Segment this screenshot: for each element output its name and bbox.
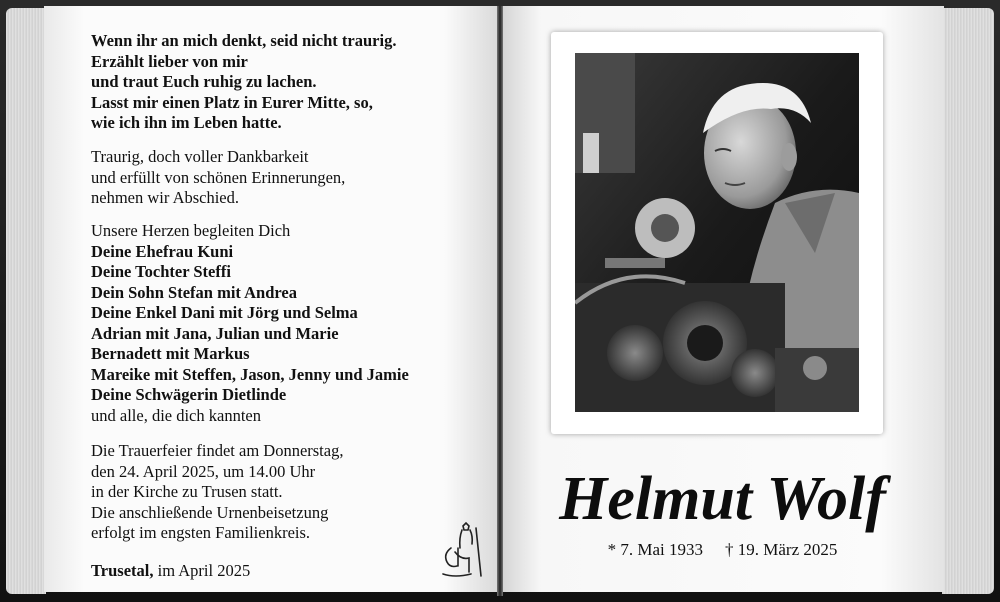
family-member: Deine Tochter Steffi bbox=[91, 262, 231, 281]
family-member: Deine Schwägerin Dietlinde bbox=[91, 385, 287, 404]
signature-place: Trusetal, bbox=[91, 561, 154, 580]
poem-line: Erzählt lieber von mir bbox=[91, 51, 248, 71]
ceremony-line: den 24. April 2025, um 14.00 Uhr bbox=[91, 461, 316, 481]
farewell-line: Traurig, doch voller Dankbarkeit bbox=[91, 147, 309, 166]
ceremony-line: Die anschließende Urnenbeisetzung bbox=[91, 502, 329, 522]
ceremony-info bbox=[91, 441, 343, 544]
death-date: † 19. März 2025 bbox=[725, 540, 838, 559]
poem-line: Lasst mir einen Platz in Eurer Mitte, so, bbox=[91, 92, 373, 112]
signature-date: im April 2025 bbox=[153, 561, 251, 580]
life-dates bbox=[501, 540, 944, 560]
family-member: Deine Enkel Dani mit Jörg und Selma bbox=[91, 303, 358, 322]
ceremony-line: erfolgt im engsten Familienkreis. bbox=[91, 523, 311, 542]
farewell-paragraph bbox=[91, 147, 345, 209]
family-intro: Unsere Herzen begleiten Dich bbox=[91, 221, 291, 240]
portrait-photo-icon bbox=[575, 53, 859, 412]
funeral-home-logo-icon bbox=[437, 518, 489, 580]
deceased-name: Helmut Wolf bbox=[559, 465, 886, 533]
right-page-edges bbox=[942, 8, 994, 594]
farewell-line: nehmen wir Abschied. bbox=[91, 188, 240, 207]
left-page-edges bbox=[6, 8, 46, 594]
family-member: Bernadett mit Markus bbox=[91, 344, 250, 363]
family-member: Adrian mit Jana, Julian und Marie bbox=[91, 323, 339, 343]
family-member: Dein Sohn Stefan mit Andrea bbox=[91, 282, 297, 302]
poem-line: und traut Euch ruhig zu lachen. bbox=[91, 72, 317, 91]
family-list bbox=[91, 221, 409, 426]
poem-line: wie ich ihn im Leben hatte. bbox=[91, 113, 282, 132]
poem bbox=[91, 31, 396, 134]
family-member: Deine Ehefrau Kuni bbox=[91, 241, 234, 261]
signature-line bbox=[91, 561, 250, 582]
poem-line: Wenn ihr an mich denkt, seid nicht traurig. bbox=[91, 31, 397, 50]
family-outro: und alle, die dich kannten bbox=[91, 405, 261, 425]
ceremony-line: in der Kirche zu Trusen statt. bbox=[91, 482, 283, 501]
farewell-line: und erfüllt von schönen Erinnerungen, bbox=[91, 167, 346, 187]
family-member: Mareike mit Steffen, Jason, Jenny und Jamie bbox=[91, 364, 409, 384]
birth-date: * 7. Mai 1933 bbox=[607, 540, 703, 559]
ceremony-line: Die Trauerfeier findet am Donnerstag, bbox=[91, 441, 344, 460]
